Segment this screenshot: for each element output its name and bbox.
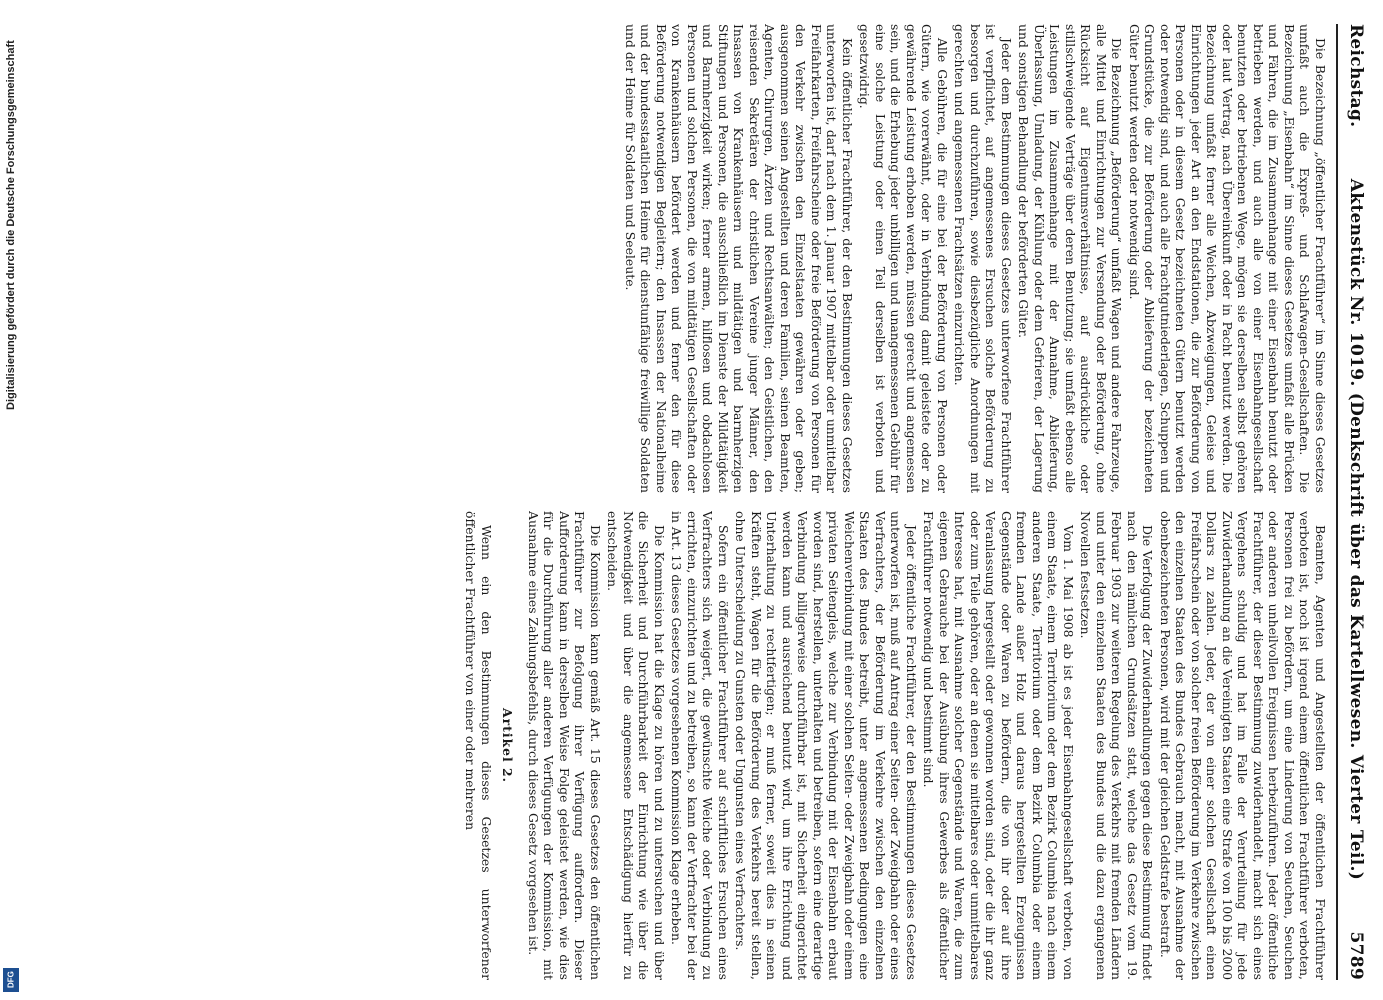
paragraph: Die Bezeichnung „öffentlicher Frachtführer“ im Sinne dieses Gesetzes umfaßt auch die Expreß- und Schlafwagen-Gesellschaften. Die Bezeichnung „Eisenbahn“ im Sinne dieses Gesetzes umfaßt alle Brücken und Fähren, die im Zusammenhange mit einer Eisenbahn benutzt oder betrieben werden, und auch alle von einer Eisenbahngesellschaft benutzten oder betriebenen Wege, mögen sie derselben selbst gehören oder laut Vertrag, nach Übereinkunft oder in Pacht benutzt werden. Die Bezeichnung umfaßt ferner alle Weichen, Abzweigungen, Geleise und Einrichtungen jeder Art an den Endstationen, die zur Beförderung von Personen oder in diesem Gesetz bezeichneten Gütern benutzt werden oder notwendig sind, und auch alle Frachtgutniederlagen, Schuppen und Grundstücke, die zur Beförderung oder Ablieferung der bezeichneten Güter benutzt werden oder notwendig sind. [1127,24,1328,493]
header-left: Reichstag. [1346,24,1366,128]
dfg-logo-icon: DFG [3,968,19,992]
paragraph: Wenn ein den Bestimmungen dieses Gesetzes unterworfener öffentlicher Frachtführer von einer oder mehreren [463,511,494,980]
scanned-page-viewport [30,0,1380,1000]
paragraph: Die Kommission hat die Klage zu hören und zu untersuchen und über die Sicherheit und Durchführbarkeit der Einrichtung wie über die Notwendigkeit und über die angemessene Entschädigung hierfür zu entscheiden. [605,511,667,980]
digitization-credit: Digitalisierung gefördert durch die Deutsche Forschungsgemeinschaft [5,40,17,410]
header-title: Aktenstück Nr. 1019. (Denkschrift über das Kartellwesen. Vierter Teil.) [1346,178,1366,881]
paragraph: Die Kommission kann gemäß Art. 15 dieses Gesetzes den öffentlichen Frachtführer zur Befolgung ihrer Verfügung auffordern. Dieser Aufforderung kann in derselben Weise Folge geleistet werden, wie dies für die Durchführung aller anderen Verfügungen der Kommission, mit Ausnahme eines Zahlungsbefehls, durch dieses Gesetz vorgesehen ist. [526,511,603,980]
text-column-left [58,24,1328,493]
page-number: 5789 [1346,931,1366,980]
section-heading: Artikel 2. [500,708,516,783]
paragraph: Kein öffentlicher Frachtführer, der den Bestimmungen dieses Gesetzes unterworfen ist, darf nach dem 1. Januar 1907 mittelbar oder unmittelbar Freifahrkarten, Freifahrscheine oder freie Beförderung von Personen für den Verkehr zwischen den Einzelstaaten gewähren oder geben; ausgenommen seinen Angestellten und deren Familien, seinen Beamten, Agenten, Chirurgen, Ärzten und Rechtsanwälten; den Geistlichen, den reisenden Sekretären der christlichen Vereine junger Männer, den Insassen von Krankenhäusern und mildtätigen und barmherzigen Stiftungen und Personen, die ausschließlich im Dienste der Mildtätigkeit und Barmherzigkeit wirken; ferner armen, hilflosen und obdachlosen Personen und solchen Personen, die von mildtätigen Gesellschaften oder von Krankenhäusern befördert werden und ferner den für diese Beförderung notwendigen Begleitern; den Insassen der Nationalheime und der bundesstaatlichen Heime für dienstunfähige freiwillige Soldaten und der Heime für Soldaten und Seeleute. [623,24,855,493]
paragraph: Jeder öffentliche Frachtführer, der den Bestimmungen dieses Gesetzes unterworfen ist, muß auf Antrag einer Seiten- oder Zweigbahn oder eines Verfrachters, der Beförderung im Verkehre zwischen den einzelnen Staaten des Bundes betreibt, unter angemessenen Bedingungen eine Weichenverbindung mit einer solchen Seiten- oder Zweigbahn oder einem privaten Seitengleis, welche zur Verbindung mit der Eisenbahn erbaut worden sind, herstellen, unterhalten und betreiben, sofern eine derartige Verbindung billigerweise durchführbar ist, mit Sicherheit eingerichtet werden kann und ausreichend benutzt wird, um ihre Errichtung und Unterhaltung zu rechtfertigen; er muß ferner, soweit dies in seinen Kräften steht, Wagen für die Beförderung des Verkehrs bereit stellen, ohne Unterscheidung zu Gunsten oder Ungunsten eines Verfrachters. [733,511,919,980]
paragraph: Jeder dem Bestimmungen dieses Gesetzes unterworfene Frachtführer ist verpflichtet, auf angemessenes Ersuchen solche Beförderung zu besorgen und durchzuführen, sowie diesbezügliche Anordnungen mit gerechten und angemessenen Frachtsätzen einzurichten. [952,24,1014,493]
text-column-right [58,511,1328,980]
page-body [58,24,1328,980]
paragraph: Sofern ein öffentlicher Frachtführer auf schriftliches Ersuchen eines Verfrachters sich weigert, die gewünschte Weiche oder Verbindung zu errichten, einzurichten und zu betreiben, so kann der Verfrachter bei der in Art. 13 dieses Gesetzes vorgesehenen Kommission Klage erheben. [669,511,731,980]
paragraph: Die Bezeichnung „Beförderung“ umfaßt Wagen und andere Fahrzeuge, alle Mittel und Einrichtungen zur Versendung oder Beförderung, ohne Rücksicht auf Eigentumsverhältnisse, auf ausdrückliche oder stillschweigende Verträge über deren Benutzung; sie umfaßt ebenso alle Leistungen im Zusammenhange mit der Annahme, Ablieferung, Überlassung, Umladung, der Kühlung oder dem Gefrieren, der Lagerung und sonstigen Behandlung der beförderten Güter. [1016,24,1125,493]
page-header [1336,24,1366,980]
newspaper-page [30,0,1380,1000]
digitization-sidebar [0,0,22,1000]
paragraph: Alle Gebühren, die für eine bei der Beförderung von Personen oder Gütern, wie vorerwähnt, oder in Verbindung damit geleistete oder zu gewährende Leistung erhoben werden, müssen gerecht und angemessen sein, und die Erhebung jeder unbilligen und unangemessenen Gebühr für eine solche Leistung oder einen Teil derselben ist verboten und gesetzwidrig. [857,24,950,493]
paragraph: Vom 1. Mai 1908 ab ist es jeder Eisenbahngesellschaft verboten, von einem Staate, einem Territorium oder dem Bezirk Columbia nach einem anderen Staate, Territorium oder dem Bezirk Columbia oder einem fremden Lande außer Holz und daraus hergestellten Erzeugnissen Gegenstände oder Waren zu befördern, die von ihr oder auf ihre Veranlassung hergestellt oder gewonnen worden sind, oder die ihr ganz oder zum Teile gehören, oder an denen sie mittelbares oder unmittelbares Interesse hat, mit Ausnahme solcher Gegenstände und Waren, die zum eigenen Gebrauche bei der Ausübung ihres Gewerbes als öffentlicher Frachtführer notwendig und bestimmt sind. [921,511,1076,980]
paragraph: Die Verfolgung der Zuwiderhandlungen gegen diese Bestimmung findet nach den nämlichen Grundsätzen statt, welche das Gesetz vom 19. Februar 1903 zur weiteren Regelung des Verkehrs mit fremden Ländern und unter den einzelnen Staaten des Bundes und die dazu ergangenen Novellen festsetzen. [1078,511,1156,980]
paragraph: Beamten, Agenten und Angestellten der öffentlichen Frachtführer verboten ist, noch ist irgend einem öffentlichen Frachtführer verboten, Personen frei zu befördern, um eine Linderung von Seuchen, Seuchen oder anderen unheilvollen Ereignissen herbeizuführen. Jeder öffentliche Frachtführer, der dieser Bestimmung zuwiderhandelt, macht sich eines Vergehens schuldig und hat im Falle der Verurteilung für jede Zuwiderhandlung an die Vereinigten Staaten eine Strafe von 100 bis 2000 Dollars zu zahlen. Jeder, der von einer solchen Gesellschaft einen Freifahrschein oder von solcher freien Beförderung im Verkehre zwischen den einzelnen Staaten des Bundes Gebrauch macht, mit Ausnahme der obenbezeichneten Personen, wird mit der gleichen Geldstrafe bestraft. [1158,511,1328,980]
